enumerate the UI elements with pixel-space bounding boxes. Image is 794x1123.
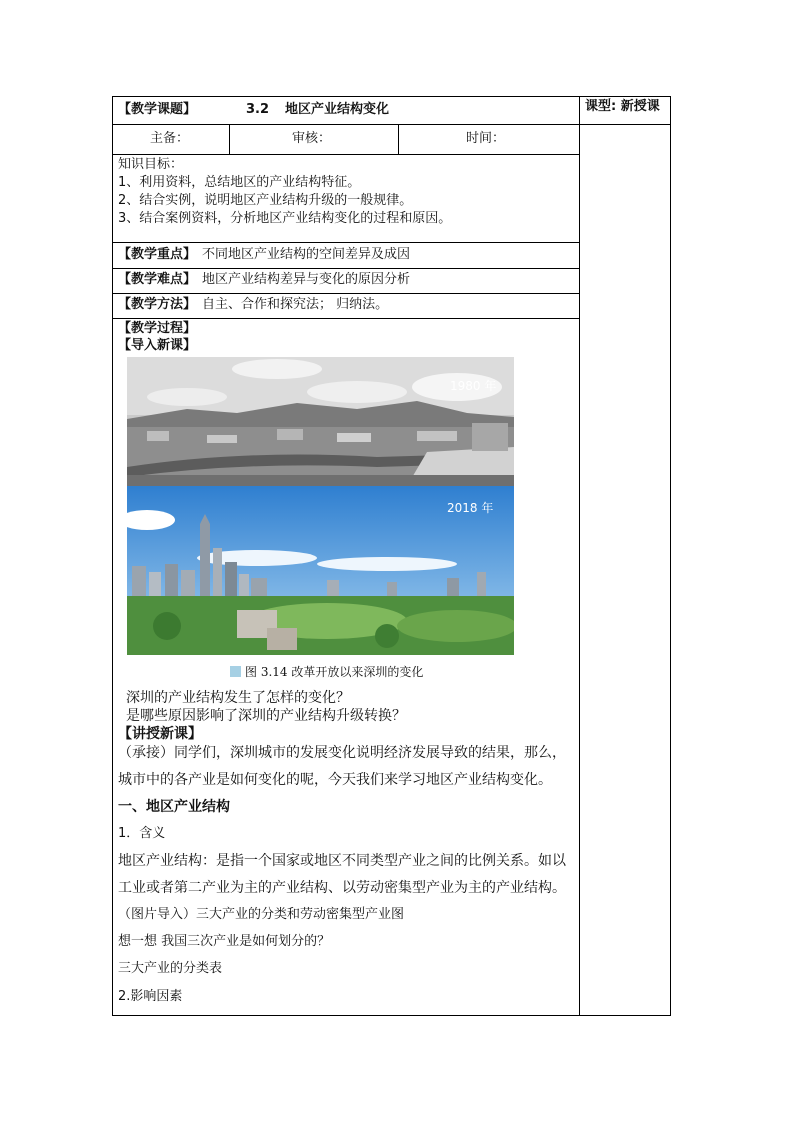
row-divider [112, 242, 579, 243]
meta-divider [398, 124, 399, 154]
row-divider [112, 318, 579, 319]
row-divider [112, 124, 671, 125]
right-column-divider [579, 96, 580, 1016]
objectives-heading: 知识目标： [118, 157, 184, 172]
objective-item: 3、结合案例资料，分析地区产业结构变化的过程和原因。 [118, 211, 452, 226]
row-divider [112, 268, 579, 269]
time-label: 时间： [466, 131, 506, 146]
row-divider [112, 293, 579, 294]
photo-year-1980: 1980 年 [450, 379, 497, 393]
question-item: 深圳的产业结构发生了怎样的变化？ [126, 690, 350, 706]
shenzhen-1980-photo [127, 357, 514, 486]
difficulty-text: 地区产业结构差异与变化的原因分析 [202, 272, 411, 287]
figure-caption: 图 3.14 改革开放以来深圳的变化 [245, 665, 424, 679]
lesson-number: 3.2 [246, 102, 270, 117]
preparer-label: 主备： [150, 131, 190, 146]
difficulty-label: 【教学难点】 [118, 272, 197, 287]
caption-marker-icon [230, 666, 241, 677]
process-heading: 【教学过程】 [118, 321, 197, 336]
think-question: 想一想 我国三次产业是如何划分的？ [118, 934, 331, 949]
lesson-label: 【教学课题】 [118, 102, 197, 117]
meta-divider [229, 124, 230, 154]
photo-year-2018: 2018 年 [447, 501, 494, 515]
definition-line: 地区产业结构：是指一个国家或地区不同类型产业之间的比例关系。如以 [118, 853, 566, 869]
key-point-text: 不同地区产业结构的空间差异及成因 [202, 247, 411, 262]
reviewer-label: 审核： [292, 131, 332, 146]
table-title: 三大产业的分类表 [118, 961, 223, 976]
picture-intro: （图片导入）三大产业的分类和劳动密集型产业图 [118, 907, 405, 922]
objective-item: 2、结合实例，说明地区产业结构升级的一般规律。 [118, 193, 413, 208]
row-divider [112, 154, 579, 155]
new-lesson-heading: 【讲授新课】 [118, 726, 202, 742]
subsection-title: 1．含义 [118, 826, 166, 841]
key-point-label: 【教学重点】 [118, 247, 197, 262]
definition-line: 工业或者第二产业为主的产业结构、以劳动密集型产业为主的产业结构。 [118, 880, 566, 896]
subsection-title: 2.影响因素 [118, 989, 183, 1004]
transition-line: 城市中的各产业是如何变化的呢，今天我们来学习地区产业结构变化。 [118, 772, 552, 788]
shenzhen-2018-photo [127, 486, 514, 655]
question-item: 是哪些原因影响了深圳的产业结构升级转换？ [126, 708, 406, 724]
method-label: 【教学方法】 [118, 297, 197, 312]
transition-line: （承接）同学们，深圳城市的发展变化说明经济发展导致的结果，那么， [118, 745, 566, 761]
lesson-type: 课型: 新授课 [585, 99, 660, 114]
section-title: 一、地区产业结构 [118, 799, 230, 815]
lesson-title: 地区产业结构变化 [285, 102, 390, 117]
objective-item: 1、利用资料，总结地区的产业结构特征。 [118, 175, 361, 190]
method-text: 自主、合作和探究法； 归纳法。 [202, 297, 389, 312]
intro-heading: 【导入新课】 [118, 338, 197, 353]
